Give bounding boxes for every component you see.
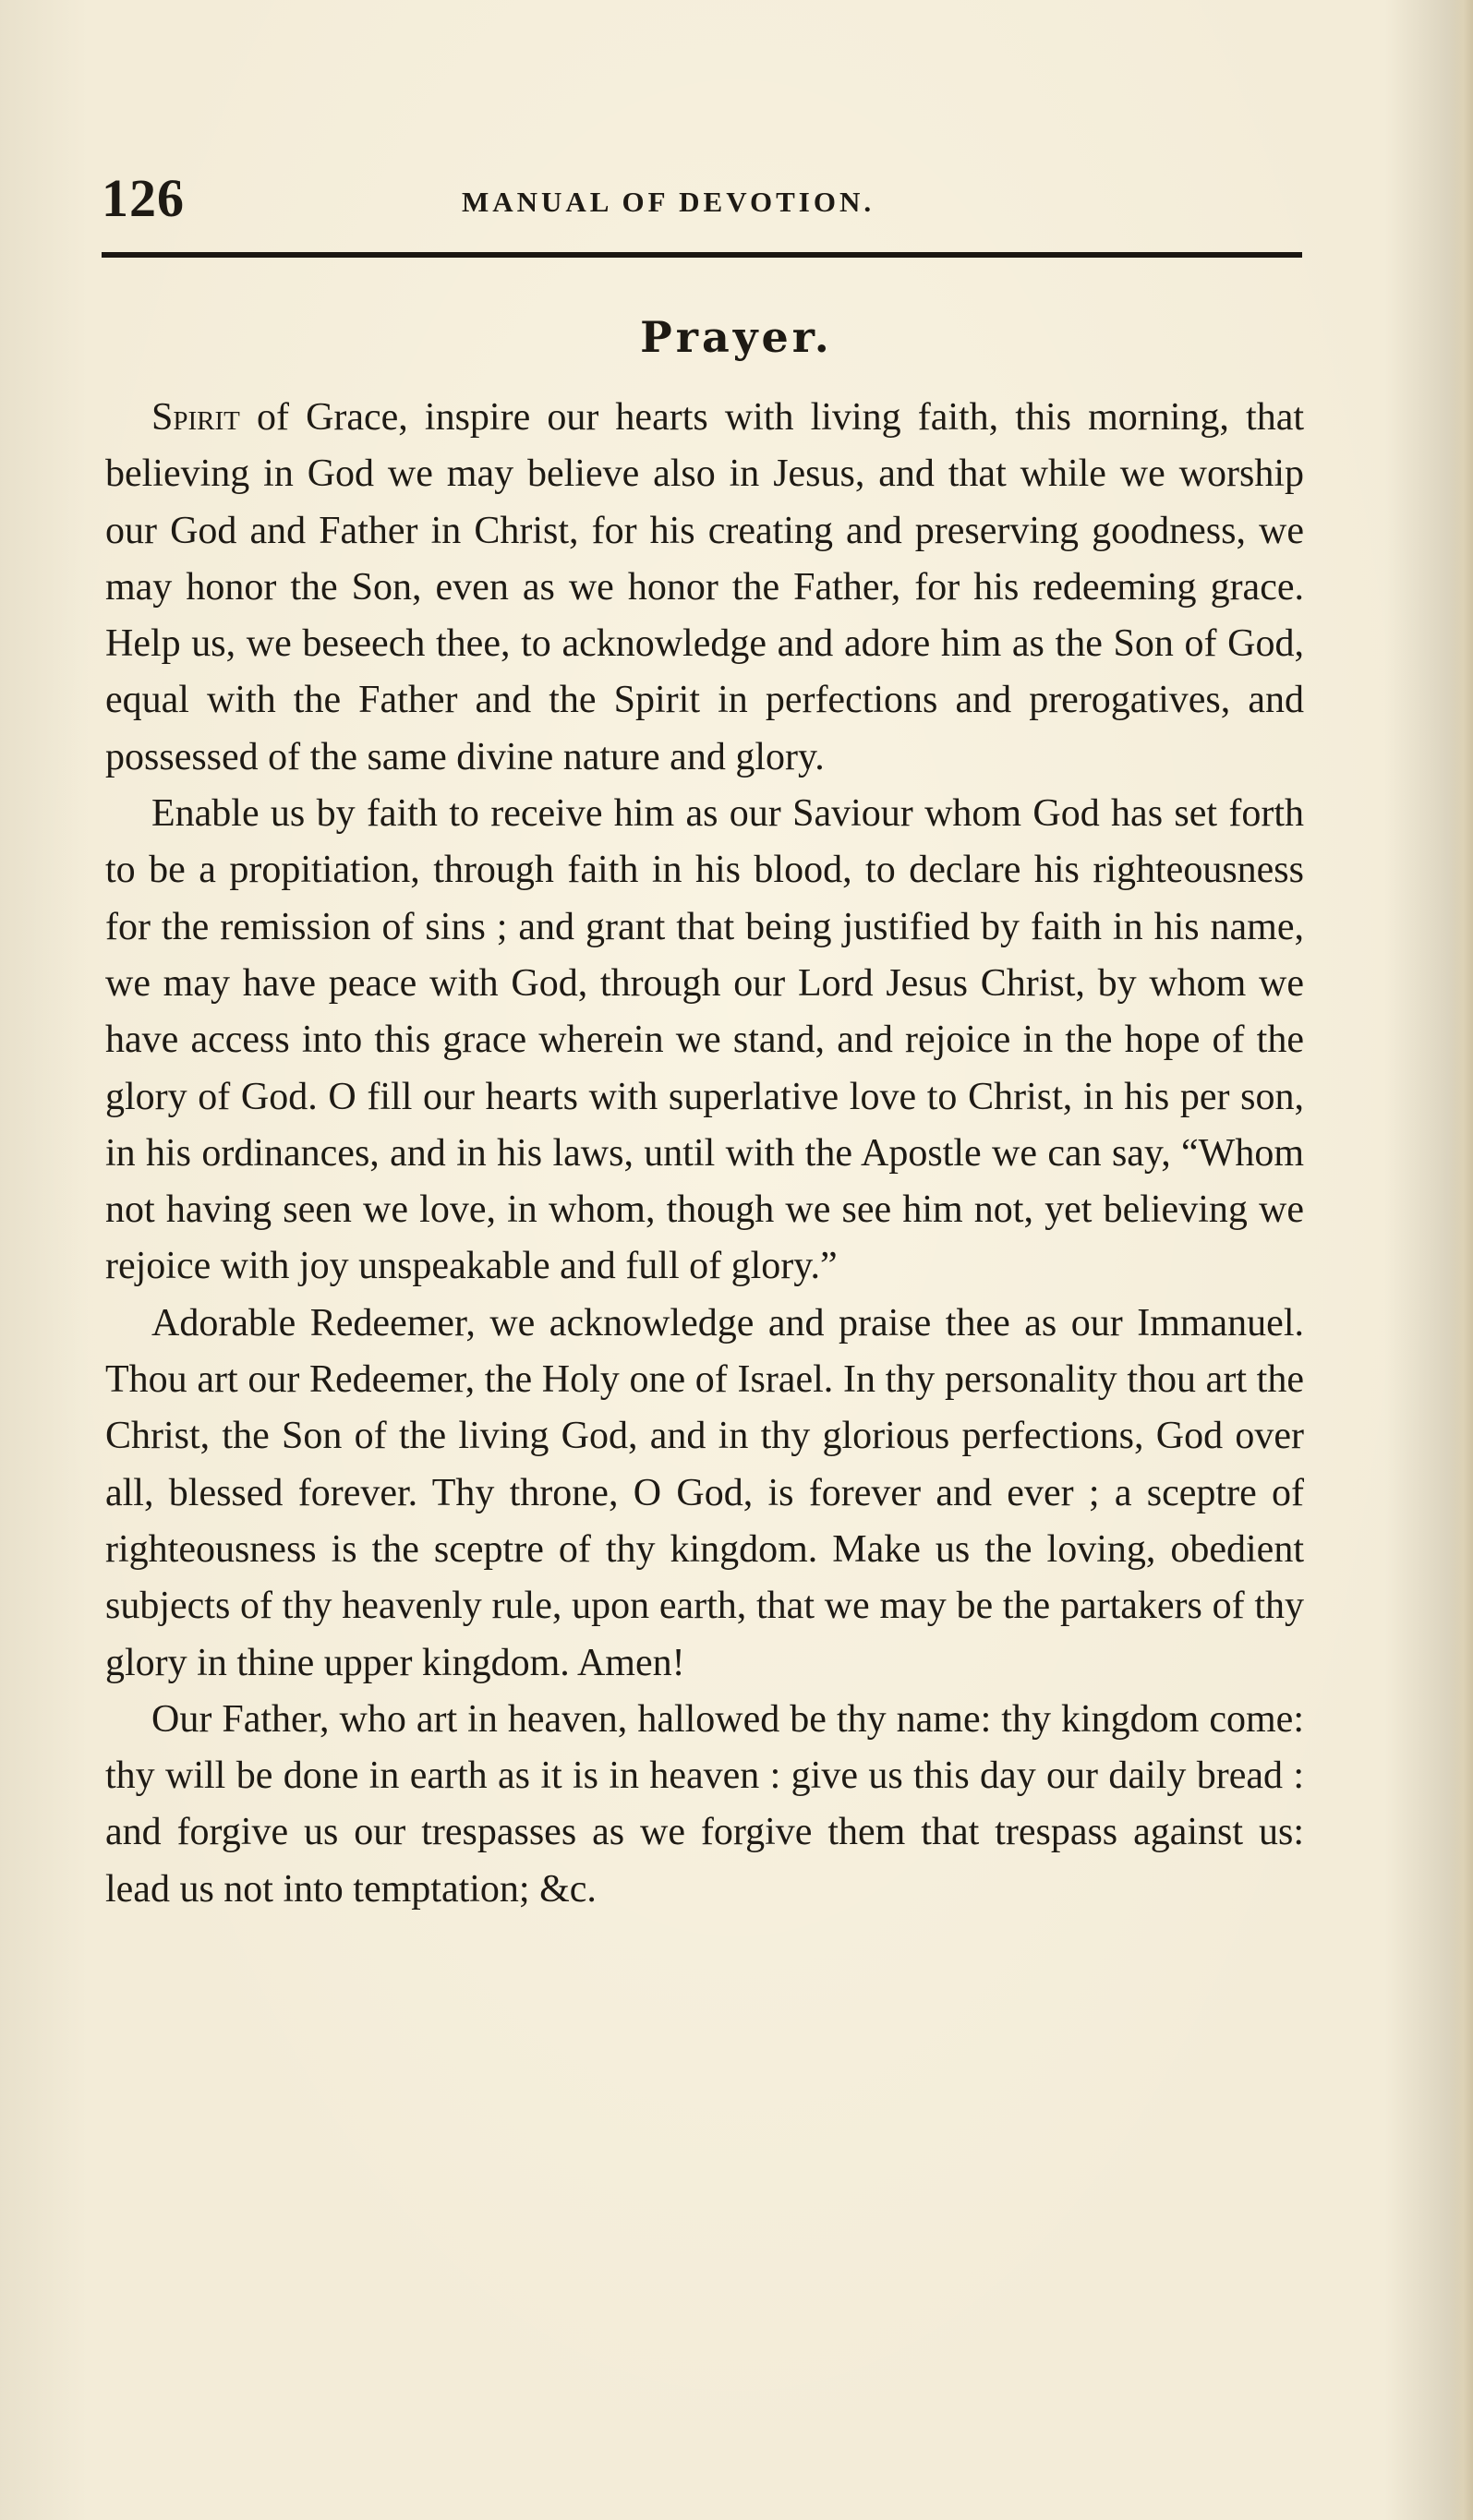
page-header	[102, 166, 1302, 231]
paragraph-4	[105, 1692, 1304, 1918]
page-edge-shadow	[1449, 0, 1473, 2520]
page-number: 126	[102, 168, 185, 228]
prayer-body	[105, 390, 1304, 1918]
paragraph-1	[105, 390, 1304, 786]
paragraph-3	[105, 1296, 1304, 1692]
paragraph-text: Our Father, who art in heaven, hallowed be thy name: thy kingdom come: thy will be done in earth as it is in heaven : give us this day our daily bread : and forgive us our trespasses as we forgive them that trespass against us: lead us not into temptation; &c.	[105, 1697, 1304, 1911]
paragraph-text: Enable us by faith to receive him as our Saviour whom God has set forth to be a propitiation, through faith in his blood, to declare his righteousness for the remission of sins ; and grant that being justified by faith in his name, we may have peace with God, through our Lord Jesus Christ, by whom we have access into this grace wherein we stand, and rejoice in the hope of the glory of God. O fill our hearts with superlative love to Christ, in his per son, in his ordinances, and in his laws, until with the Apostle we can say, “Whom not having seen we love, in whom, though we see him not, yet believing we rejoice with joy unspeakable and full of glory.”	[105, 792, 1304, 1288]
section-heading: Prayer.	[640, 312, 833, 362]
running-title: MANUAL OF DEVOTION.	[462, 186, 875, 218]
paragraph-2	[105, 786, 1304, 1296]
header-rule	[102, 252, 1302, 258]
paragraph-lead-word: Spirit	[151, 396, 240, 439]
paragraph-text: of Grace, inspire our hearts with living faith, this morning, that believing in God we may believe also in Jesus, and that while we worship our God and Father in Christ, for his creating and preserving goodness, we may honor the Son, even as we honor the Father, for his redeeming grace. Help us, we beseech thee, to acknowledge and adore him as the Son of God, equal with the Father and the Spirit in perfections and prerogatives, and possessed of the same divine nature and glory.	[105, 396, 1304, 778]
paragraph-text: Adorable Redeemer, we acknowledge and praise thee as our Immanuel. Thou art our Redeemer, the Holy one of Israel. In thy personality thou art the Christ, the Son of the living God, and in thy glorious perfections, God over all, blessed forever. Thy throne, O God, is forever and ever ; a sceptre of righteousness is the sceptre of thy kingdom. Make us the loving, obedient subjects of thy heavenly rule, upon earth, that we may be the partakers of thy glory in thine upper kingdom. Amen!	[105, 1301, 1304, 1684]
